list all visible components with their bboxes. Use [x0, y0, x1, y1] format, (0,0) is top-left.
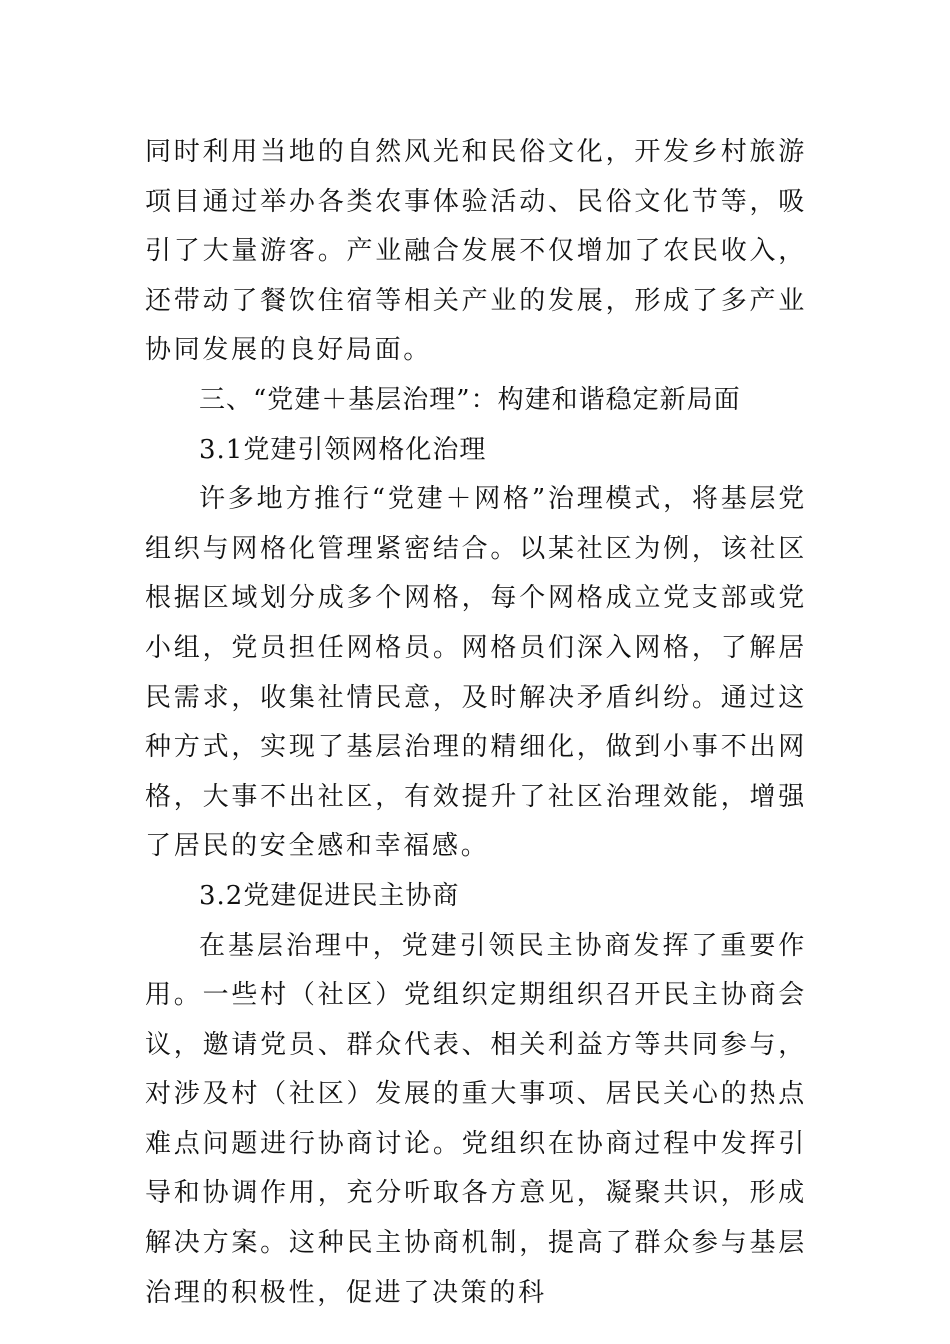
paragraph-grid-governance: 许多地方推行“党建＋网格”治理模式，将基层党组织与网格化管理紧密结合。以某社区为例，该社区根据区域划分成多个网格，每个网格成立党支部或党小组，党员担任网格员。网格员们深入网格，了解居民需求，收集社情民意，及时解决矛盾纠纷。通过这种方式，实现了基层治理的精细化，做到小事不出网格，大事不出社区，有效提升了社区治理效能，增强了居民的安全感和幸福感。 — [145, 484, 807, 862]
subsection-heading-3-1: 3.1党建引领网格化治理 — [199, 434, 487, 465]
document-body — [145, 128, 807, 1318]
section-heading-3: 三、“党建＋基层治理”：构建和谐稳定新局面 — [199, 384, 741, 415]
paragraph-democratic-consultation: 在基层治理中，党建引领民主协商发挥了重要作用。一些村（社区）党组织定期组织召开民主协商会议，邀请党员、群众代表、相关利益方等共同参与，对涉及村（社区）发展的重大事项、居民关心的热点难点问题进行协商讨论。党组织在协商过程中发挥引导和协调作用，充分听取各方意见，凝聚共识，形成解决方案。这种民主协商机制，提高了群众参与基层治理的积极性，促进了决策的科 — [145, 930, 807, 1308]
subsection-heading-3-2: 3.2党建促进民主协商 — [199, 880, 460, 911]
paragraph-rural-tourism: 同时利用当地的自然风光和民俗文化，开发乡村旅游项目通过举办各类农事体验活动、民俗文化节等，吸引了大量游客。产业融合发展不仅增加了农民收入，还带动了餐饮住宿等相关产业的发展，形成了多产业协同发展的良好局面。 — [145, 137, 807, 366]
